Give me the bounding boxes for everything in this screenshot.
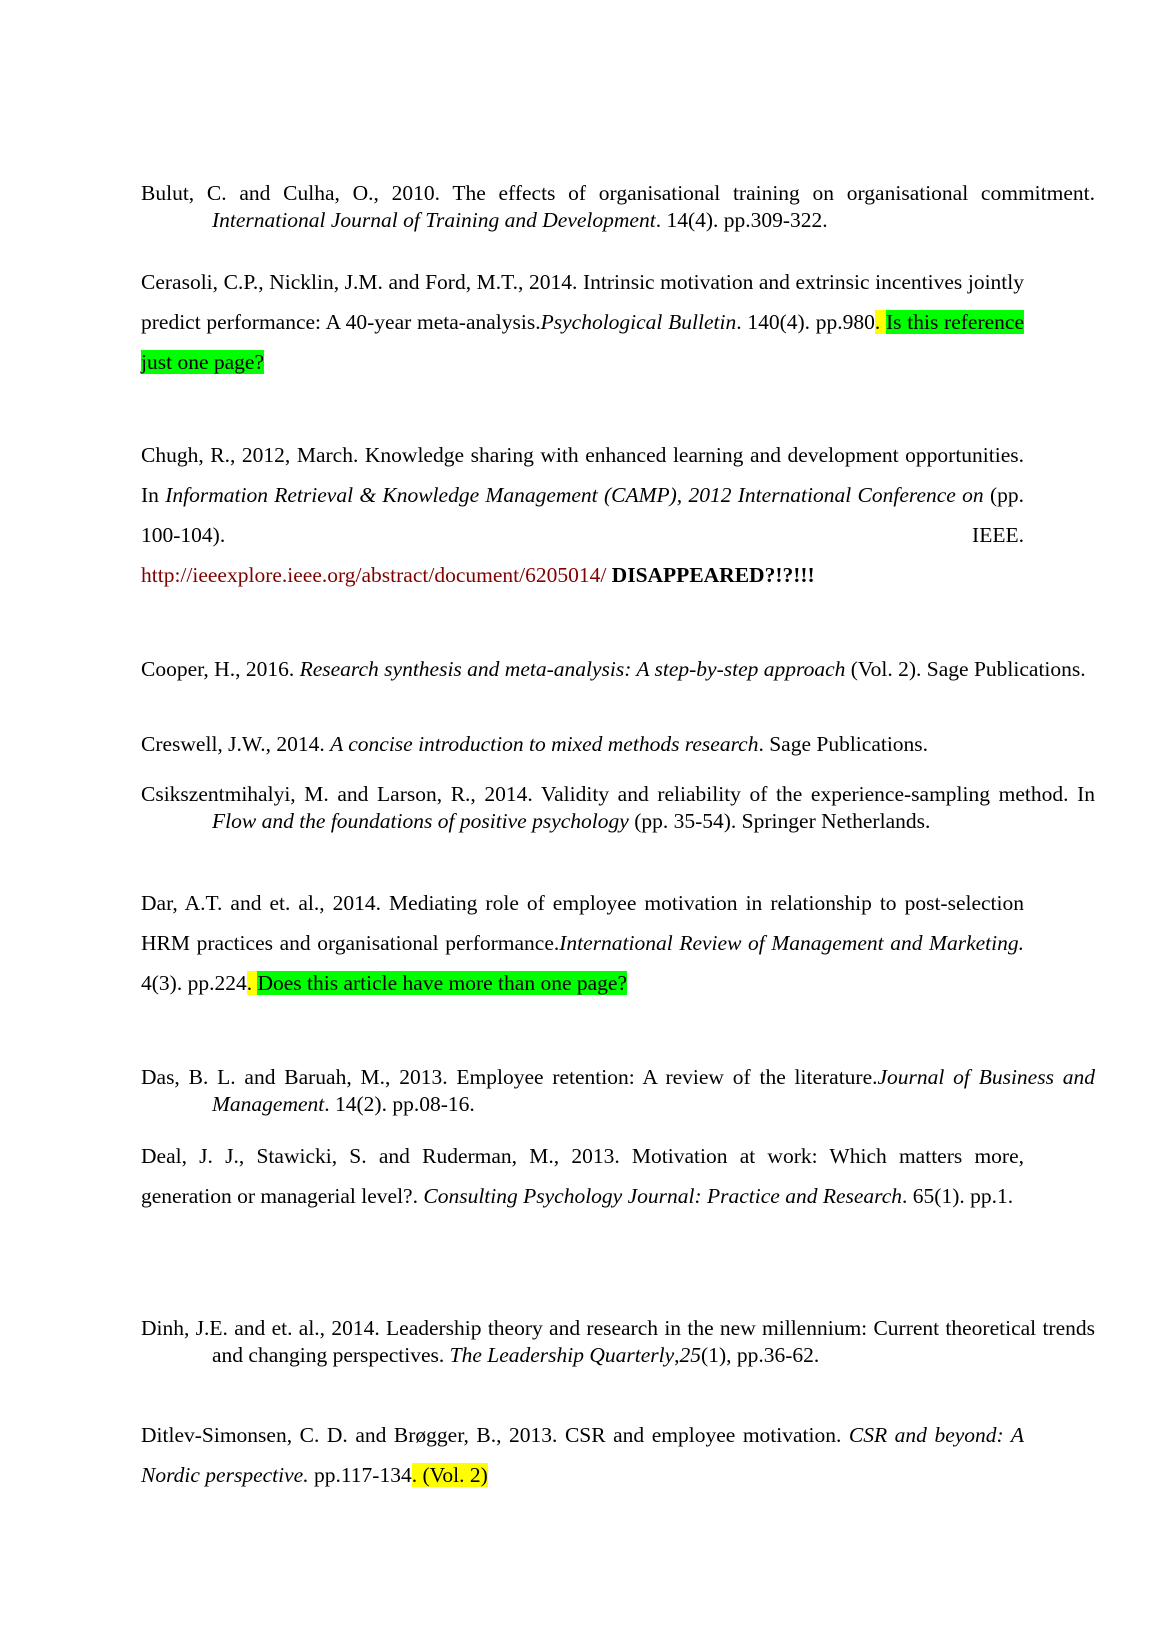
ref-text: Dinh, J.E. and et. al., 2014. Leadership theory and research in the new millennium: Current theoretical trends and changing perspectives. (141, 1316, 1095, 1367)
ref-title: Research synthesis and meta-analysis: A step-by-step approach (299, 657, 846, 681)
reference-cooper (141, 656, 1095, 683)
reference-chugh (141, 435, 1024, 595)
highlight-yellow: . (874, 310, 886, 334)
ref-text: (pp. 35-54). Springer Netherlands. (628, 808, 931, 833)
ref-text: Dar, A.T. and et. al., 2014. Mediating role of employee motivation in relationship to post-selection HRM practices and organisational performance. (141, 891, 1024, 955)
ref-link-line (141, 555, 1024, 595)
ref-url-link[interactable]: http://ieeexplore.ieee.org/abstract/document/6205014/ (141, 563, 607, 587)
ref-journal: Journal of Business and Management (212, 1065, 1095, 1116)
ref-text: . 14(4). pp.309-322. (655, 207, 828, 232)
ref-text: (Vol. 2). Sage Publications. (845, 657, 1086, 681)
ref-text: Ditlev-Simonsen, C. D. and Brøgger, B., 2013. CSR and employee motivation. (141, 1423, 849, 1447)
reference-das (141, 1064, 1095, 1117)
ref-volume: 25 (679, 1342, 702, 1367)
ref-journal: Psychological Bulletin (540, 310, 737, 334)
ref-text: , (674, 1342, 680, 1367)
ref-text: . 140(4). pp.980 (736, 310, 875, 334)
ref-text: Chugh, R., 2012, March. Knowledge sharing with enhanced learning and development opportunities. In (141, 443, 1024, 507)
highlight-yellow: . (Vol. 2) (411, 1463, 488, 1487)
ref-title: CSR and beyond: A Nordic perspective. (141, 1423, 1024, 1487)
ref-text: Deal, J. J., Stawicki, S. and Ruderman, M., 2013. Motivation at work: Which matters more, generation or managerial level?. (141, 1144, 1024, 1208)
reference-ditlev-simonsen (141, 1415, 1024, 1495)
reference-deal (141, 1136, 1024, 1216)
ref-text: . Sage Publications. (758, 732, 929, 756)
highlight-yellow: . (246, 971, 258, 995)
ref-proceedings: Information Retrieval & Knowledge Management (CAMP), 2012 International Conference on (165, 483, 984, 507)
ref-journal: Consulting Psychology Journal: Practice and Research (423, 1184, 903, 1208)
ref-title: Flow and the foundations of positive psychology (212, 808, 629, 833)
reference-bulut (141, 180, 1095, 233)
reference-cerasoli (141, 262, 1024, 382)
ref-text: . 65(1). pp.1. (902, 1184, 1014, 1208)
ref-text: Creswell, J.W., 2014. (141, 732, 331, 756)
reference-creswell (141, 731, 1095, 758)
ref-text: . 14(2). pp.08-16. (324, 1091, 475, 1116)
reference-csikszentmihalyi (141, 781, 1095, 834)
review-comment: DISAPPEARED?!?!!! (611, 563, 815, 587)
review-comment: Is this reference just one page? (141, 310, 1024, 374)
ref-journal: International Journal of Training and Development (212, 207, 656, 232)
ref-text: Das, B. L. and Baruah, M., 2013. Employee retention: A review of the literature. (141, 1065, 878, 1089)
ref-journal: International Review of Management and Marketing. (559, 931, 1024, 955)
ref-text: Cooper, H., 2016. (141, 657, 300, 681)
ref-text: (pp. 100-104). IEEE. (141, 483, 1024, 547)
ref-text: Csikszentmihalyi, M. and Larson, R., 2014. Validity and reliability of the experience-sampling method. In (141, 782, 1095, 806)
reference-dinh (141, 1315, 1095, 1368)
ref-text: Cerasoli, C.P., Nicklin, J.M. and Ford, M.T., 2014. Intrinsic motivation and extrinsic incentives jointly predict performance: A 40-year meta-analysis. (141, 270, 1024, 334)
ref-journal: The Leadership Quarterly (449, 1342, 675, 1367)
reference-dar (141, 883, 1024, 1003)
ref-text: 4(3). pp.224 (141, 971, 247, 995)
review-comment: Does this article have more than one page? (257, 971, 627, 995)
ref-text: Bulut, C. and Culha, O., 2010. The effects of organisational training on organisational commitment. (141, 181, 1095, 205)
ref-body (141, 435, 1024, 555)
ref-title: A concise introduction to mixed methods research (330, 732, 759, 756)
ref-text: (1), pp.36-62. (701, 1342, 820, 1367)
ref-text: pp.117-134 (308, 1463, 412, 1487)
